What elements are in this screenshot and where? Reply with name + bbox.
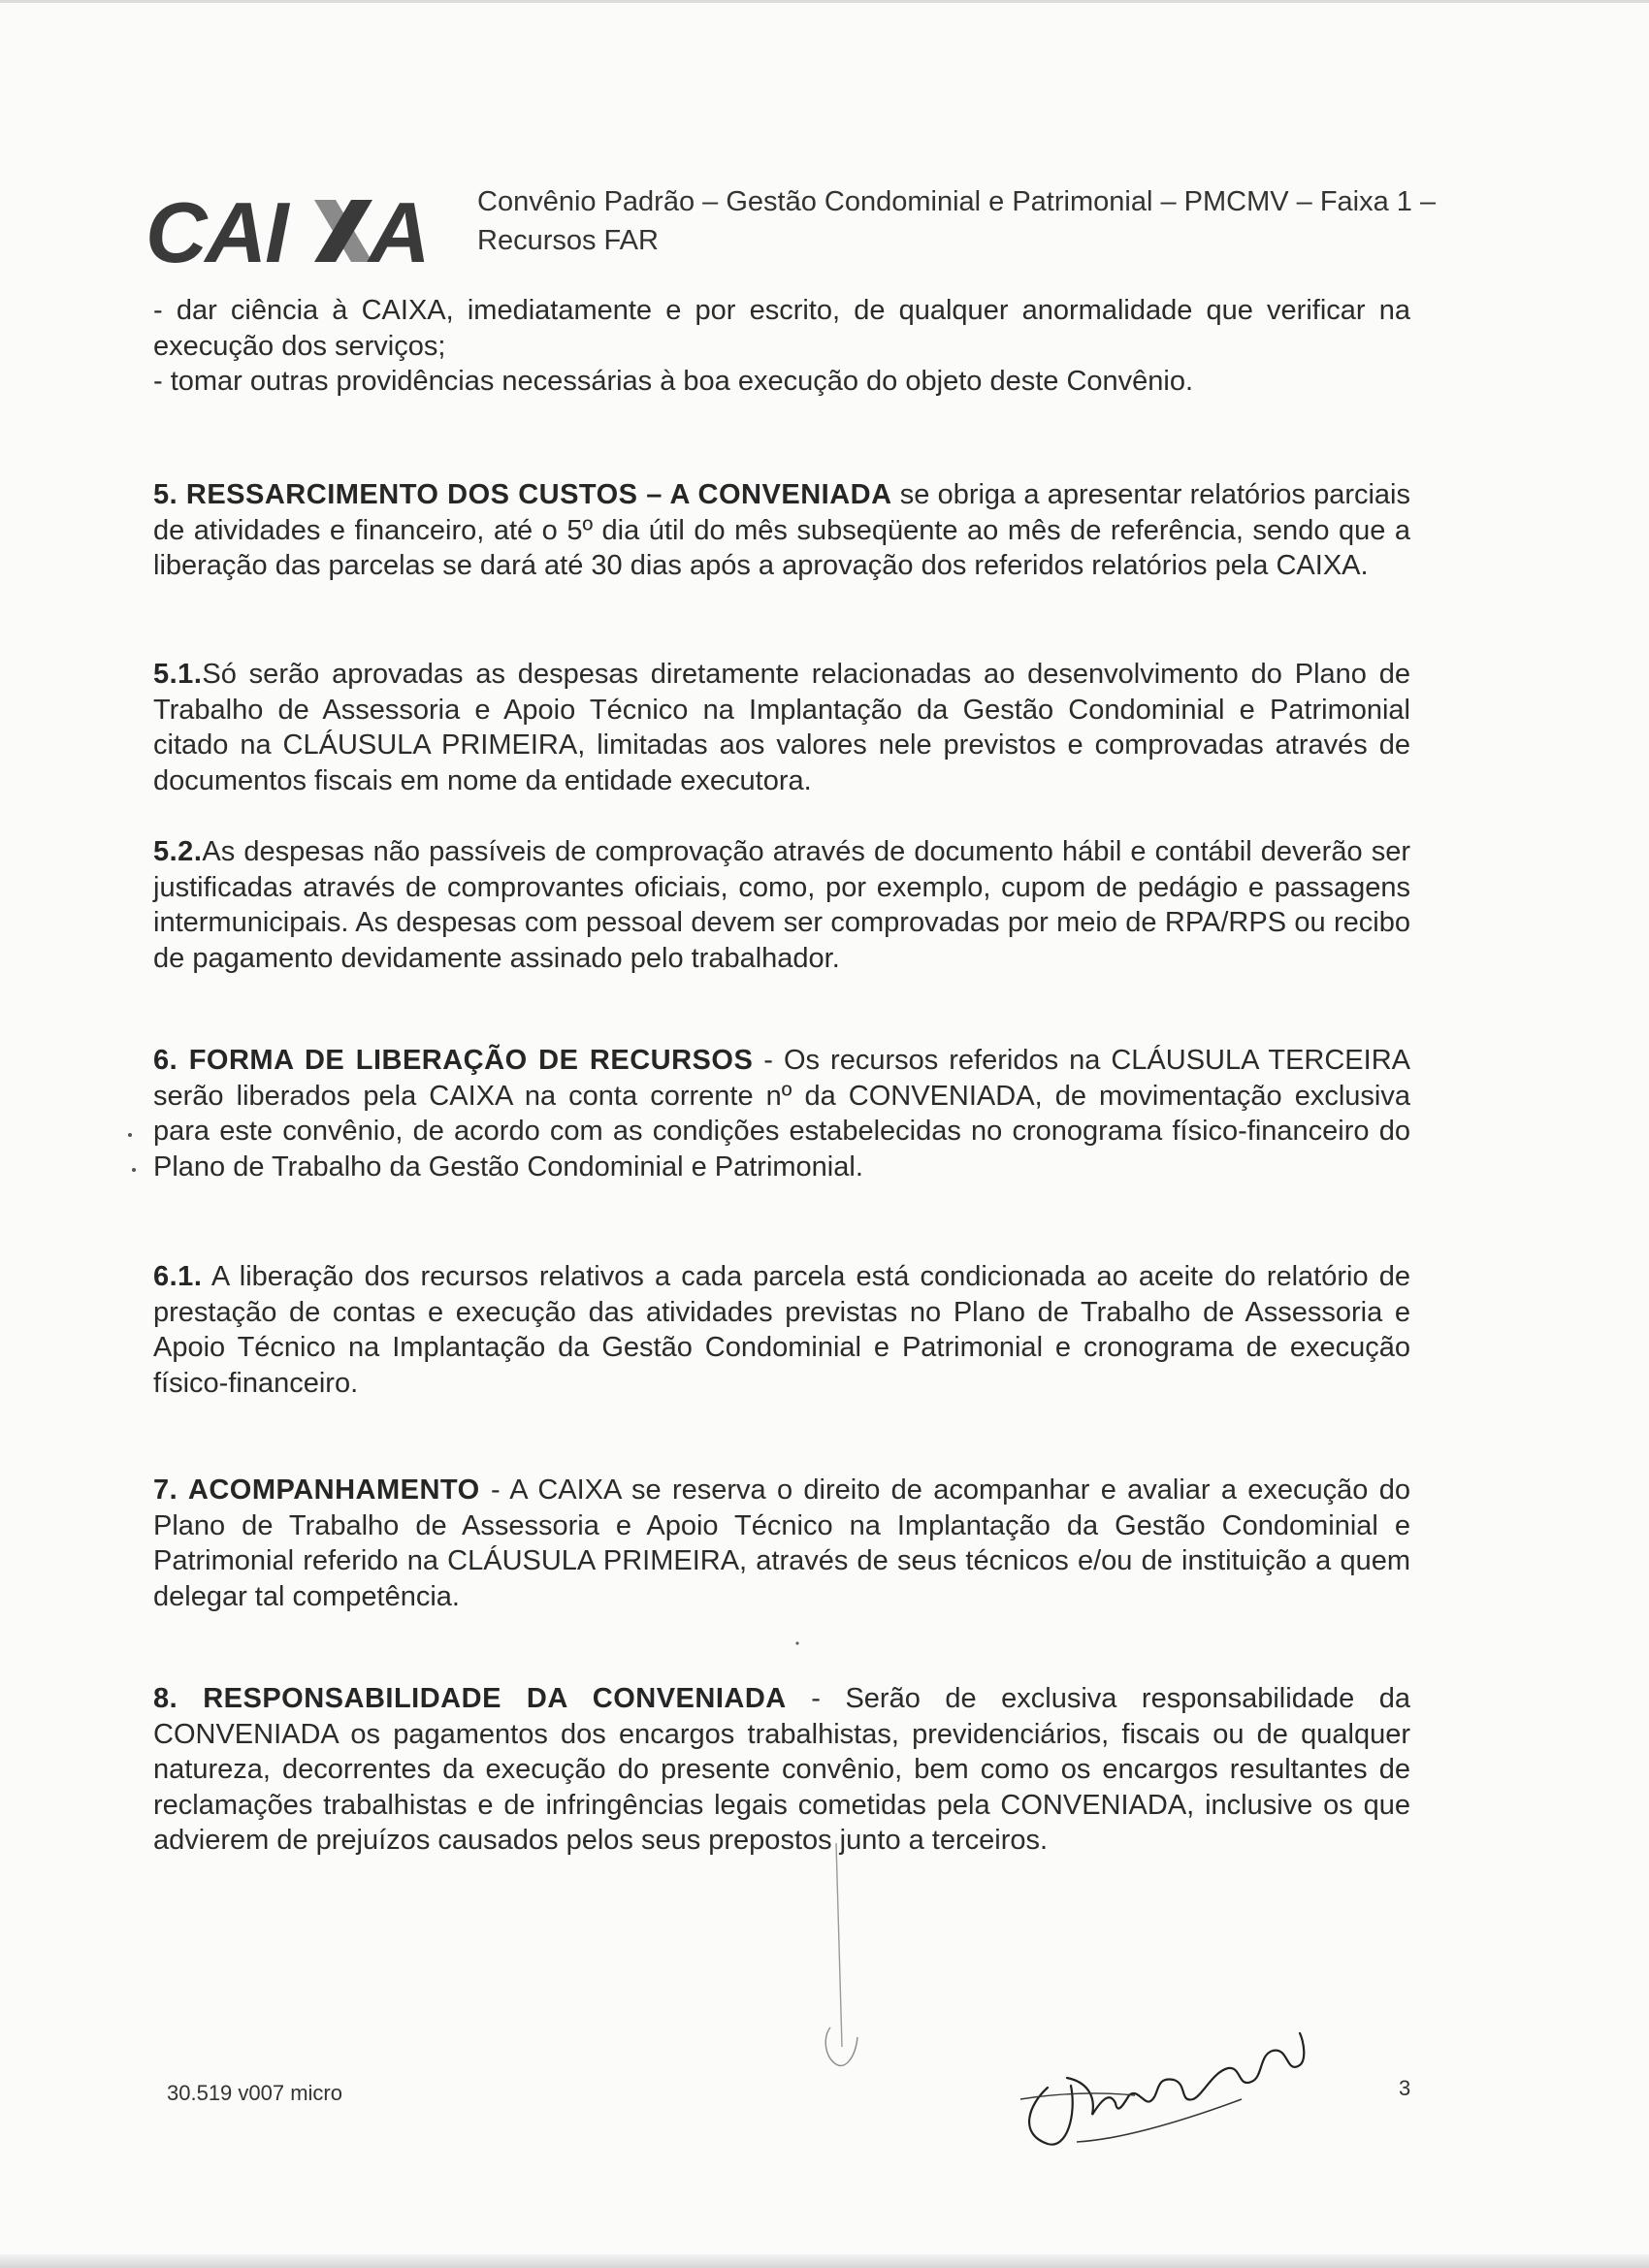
page-number: 3 (1399, 2076, 1411, 2100)
section-text: se obriga a apresentar relatórios parciais de atividades e financeiro, até o 5º dia útil do mês subseqüente ao mês de referência, sendo que a liberação das parcelas se dará até 30 dias após a aprovação dos referidos relatórios pela CAIXA. (153, 479, 1410, 581)
svg-text:CAI: CAI (146, 186, 287, 274)
section-5 (153, 477, 1410, 584)
section-text: Só serão aprovadas as despesas diretamente relacionadas ao desenvolvimento do Plano de Trabalho de Assessoria e Apoio Técnico na Implantação da Gestão Condominial e Patrimonial citado na CLÁUSULA PRIMEIRA, limitadas aos valores nele previstos e comprovadas através de documentos fiscais em nome da entidade executora. (153, 659, 1410, 796)
handwritten-signature (1009, 1998, 1329, 2163)
section-heading: 5.2. (153, 836, 203, 867)
document-header (144, 182, 1437, 289)
section-text: - A CAIXA se reserva o direito de acompanhar e avaliar a execução do Plano de Trabalho de Assessoria e Apoio Técnico na Implantação da Gestão Condominial e Patrimonial referido na CLÁUSULA PRIMEIRA, através de seus técnicos e/ou de instituição a quem delegar tal competência. (153, 1474, 1410, 1612)
svg-text:A: A (369, 186, 431, 274)
section-heading: 5. RESSARCIMENTO DOS CUSTOS – A CONVENIADA (153, 479, 892, 510)
section-text: - Serão de exclusiva responsabilidade da CONVENIADA os pagamentos dos encargos trabalhistas, previdenciários, fiscais ou de qualquer natureza, decorrentes da execução do presente convênio, bem como os encargos resultantes de reclamações trabalhistas e de infringências legais cometidas pela CONVENIADA, inclusive os que advierem de prejuízos causados pelos seus prepostos junto a terceiros. (153, 1683, 1410, 1856)
section-heading: 5.1. (153, 659, 203, 690)
intro-bullets (153, 293, 1410, 400)
section-5-2 (153, 834, 1410, 976)
section-5-1 (153, 657, 1410, 798)
section-heading: 6. FORMA DE LIBERAÇÃO DE RECURSOS (153, 1045, 754, 1076)
bullet-item: - dar ciência à CAIXA, imediatamente e por escrito, de qualquer anormalidade que verificar na execução dos serviços; (153, 295, 1410, 362)
header-title: Convênio Padrão – Gestão Condominial e Patrimonial – PMCMV – Faixa 1 – Recursos FAR (477, 186, 1437, 256)
section-text: - Os recursos referidos na CLÁUSULA TERCEIRA serão liberados pela CAIXA na conta corrente nº da CONVENIADA, de movimentação exclusiva para este convênio, de acordo com as condições estabelecidas no cronograma físico-financeiro do Plano de Trabalho da Gestão Condominial e Patrimonial. (153, 1045, 1410, 1183)
scan-top-edge (0, 0, 1649, 3)
section-text: A liberação dos recursos relativos a cada parcela está condicionada ao aceite do relatório de prestação de contas e execução das atividades previstas no Plano de Trabalho de Assessoria e Apoio Técnico na Implantação da Gestão Condominial e Patrimonial e cronograma de execução físico-financeiro. (153, 1261, 1410, 1399)
section-text: As despesas não passíveis de comprovação através de documento hábil e contábil deverão ser justificadas através de comprovantes oficiais, como, por exemplo, cupom de pedágio e passagens intermunicipais. As despesas com pessoal devem ser comprovadas por meio de RPA/RPS ou recibo de pagamento devidamente assinado pelo trabalhador. (153, 836, 1410, 974)
section-6 (153, 1043, 1410, 1184)
section-heading: 7. ACOMPANHAMENTO (153, 1474, 480, 1506)
section-8 (153, 1681, 1410, 1859)
caixa-logo (144, 186, 435, 274)
section-heading: 8. RESPONSABILIDADE DA CONVENIADA (153, 1683, 787, 1714)
section-6-1 (153, 1259, 1410, 1401)
section-heading: 6.1. (153, 1261, 203, 1292)
bullet-item: - tomar outras providências necessárias à boa execução do objeto deste Convênio. (153, 366, 1194, 397)
document-code: 30.519 v007 micro (167, 2081, 342, 2105)
section-7 (153, 1473, 1410, 1614)
scan-bottom-edge (0, 2254, 1649, 2268)
